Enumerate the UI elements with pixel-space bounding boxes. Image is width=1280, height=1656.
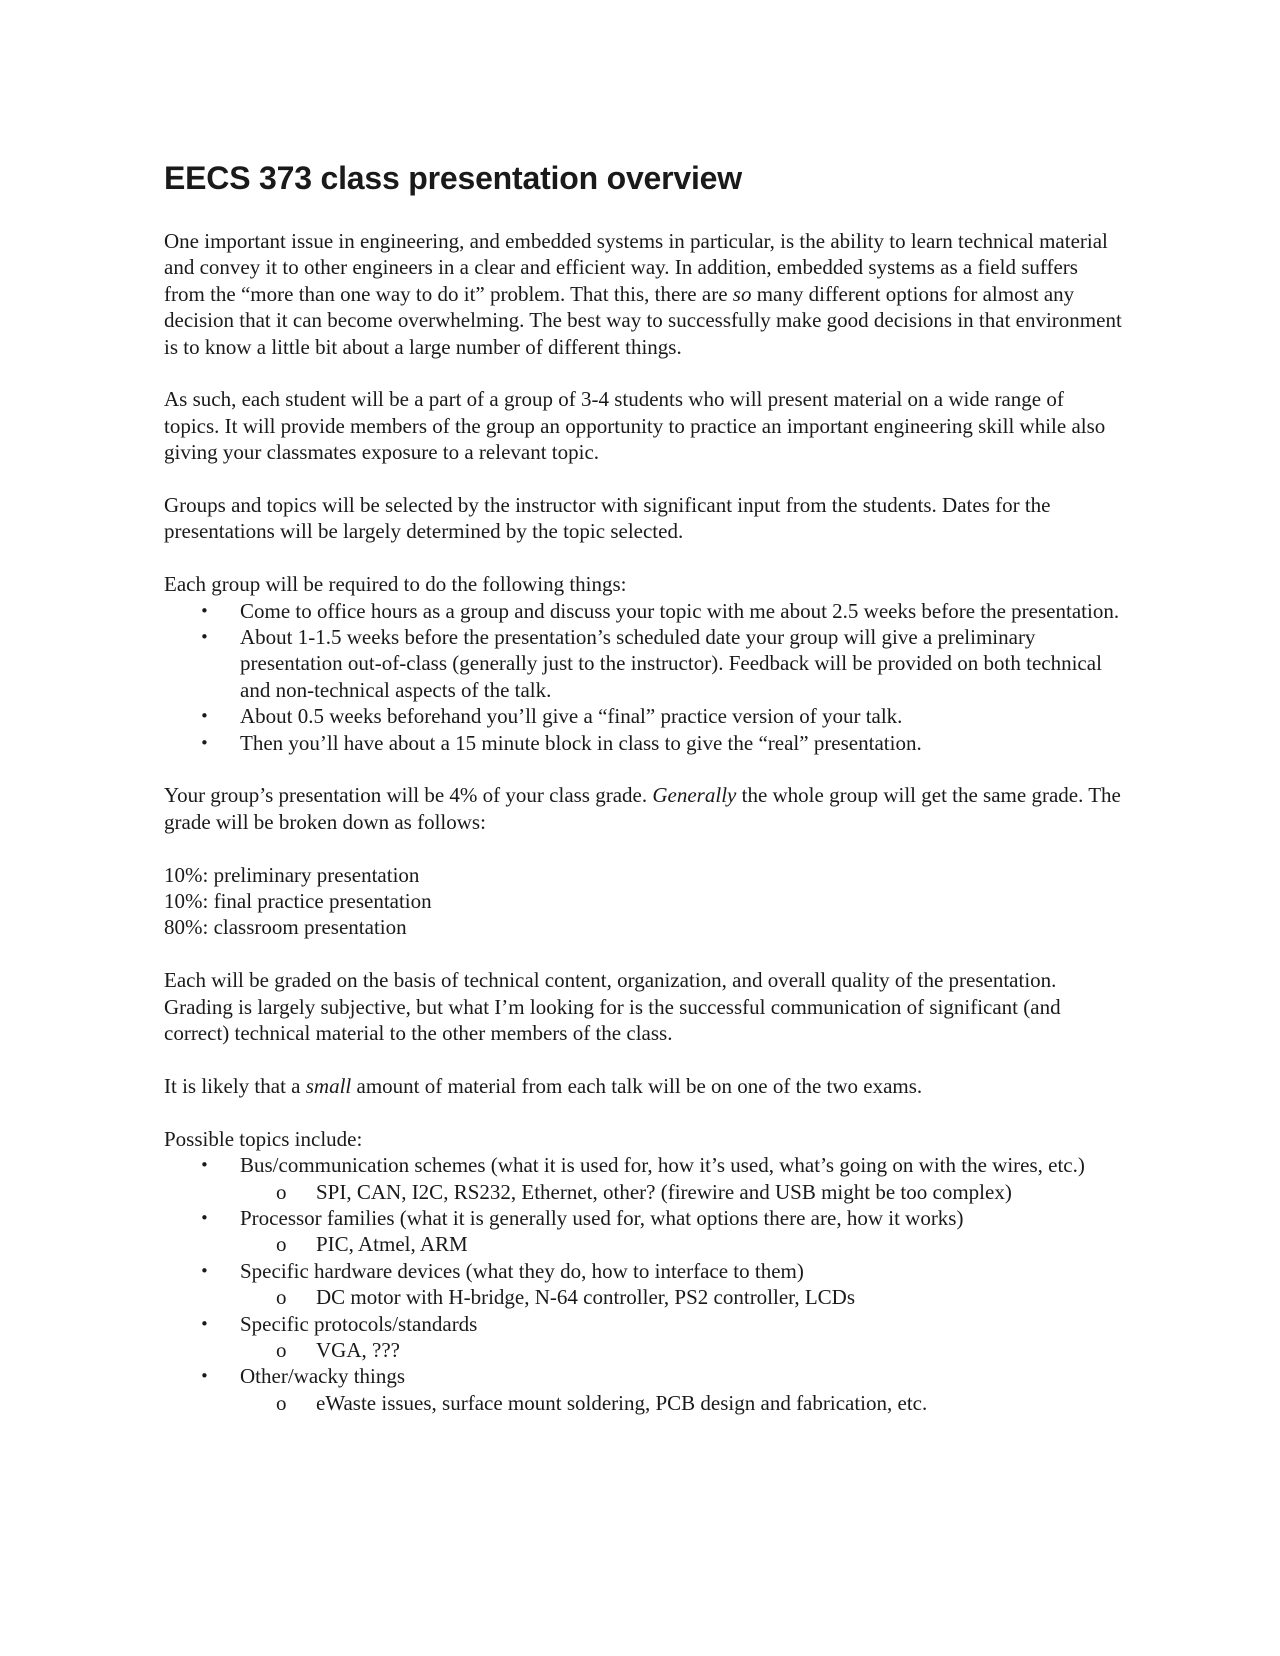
topic-item	[164, 1311, 1124, 1364]
document-page	[164, 158, 1124, 1443]
sub-bullet-icon: o	[276, 1285, 287, 1310]
exam-text-b: amount of material from each talk will be on one of the two exams.	[351, 1073, 923, 1098]
sub-bullet-icon: o	[276, 1337, 287, 1362]
requirements-list	[164, 598, 1124, 756]
exam-emphasis: small	[305, 1073, 352, 1098]
topic-sublist	[240, 1390, 1124, 1416]
topic-subitem-text: PIC, Atmel, ARM	[316, 1232, 468, 1257]
grade-line-classroom: 80%: classroom presentation	[164, 915, 407, 940]
bullet-icon: •	[200, 1156, 209, 1175]
topic-subitem	[240, 1179, 1124, 1205]
intro-paragraph-1	[164, 228, 1124, 360]
topic-subitem-text: DC motor with H-bridge, N-64 controller, PS2 controller, LCDs	[316, 1285, 855, 1310]
topic-item	[164, 1152, 1124, 1205]
bullet-icon: •	[200, 1314, 209, 1333]
intro-paragraph-2: As such, each student will be a part of a group of 3-4 students who will present material on a wide range of topics. It will provide members of the group an opportunity to practice an important engineering skill while also giving your classmates exposure to a relevant topic.	[164, 387, 1106, 465]
topic-label: Specific hardware devices (what they do, how to interface to them)	[240, 1258, 804, 1283]
exam-paragraph	[164, 1073, 1124, 1099]
list-item	[164, 624, 1124, 703]
topic-item	[164, 1258, 1124, 1311]
bullet-icon: •	[200, 707, 209, 726]
grading-basis-paragraph: Each will be graded on the basis of technical content, organization, and overall quality of the presentation. Grading is largely subjective, but what I’m looking for is the successful communication of significant (and correct) technical material to the other members of the class.	[164, 968, 1061, 1046]
grading-text-b: the whole group will get the same grade. The grade will be broken down as follows:	[164, 783, 1121, 834]
grading-text-a: Your group’s presentation will be 4% of your class grade.	[164, 783, 653, 808]
topic-item	[164, 1205, 1124, 1258]
page-title: EECS 373 class presentation overview	[164, 160, 742, 196]
list-item	[164, 703, 1124, 729]
list-item	[164, 730, 1124, 756]
topic-subitem	[240, 1390, 1124, 1416]
topic-label: Specific protocols/standards	[240, 1311, 478, 1336]
grade-line-preliminary: 10%: preliminary presentation	[164, 862, 420, 887]
sub-bullet-icon: o	[276, 1232, 287, 1257]
bullet-icon: •	[200, 601, 209, 620]
bullet-icon: •	[200, 1208, 209, 1227]
topics-list	[164, 1152, 1124, 1416]
topic-label: Processor families (what it is generally used for, what options there are, how it works)	[240, 1205, 964, 1230]
intro-text-a: One important issue in engineering, and embedded systems in particular, is the ability to learn technical material and convey it to other engineers in a clear and efficient way. In addition, embedded systems as a field suffers from the “more than one way to do it” problem. That this, there are	[164, 229, 1108, 306]
topic-subitem-text: eWaste issues, surface mount soldering, PCB design and fabrication, etc.	[316, 1390, 928, 1415]
grading-emphasis: Generally	[652, 783, 737, 808]
bullet-icon: •	[200, 1261, 209, 1280]
intro-text-b: many different options for almost any decision that it can become overwhelming. The best way to successfully make good decisions in that environment is to know a little bit about a large number of different things.	[164, 281, 1122, 359]
bullet-icon: •	[200, 628, 209, 647]
topic-subitem-text: SPI, CAN, I2C, RS232, Ethernet, other? (firewire and USB might be too complex)	[316, 1179, 1012, 1204]
exam-text-a: It is likely that a	[164, 1073, 306, 1098]
intro-emphasis: so	[732, 281, 752, 306]
requirements-heading: Each group will be required to do the following things:	[164, 572, 627, 597]
topic-sublist	[240, 1284, 1124, 1310]
intro-paragraph-3: Groups and topics will be selected by the instructor with significant input from the students. Dates for the presentations will be largely determined by the topic selected.	[164, 493, 1051, 544]
grade-breakdown	[164, 862, 1124, 941]
topic-label: Other/wacky things	[240, 1364, 406, 1389]
grading-paragraph	[164, 782, 1124, 835]
sub-bullet-icon: o	[276, 1179, 287, 1204]
grade-line-final-practice: 10%: final practice presentation	[164, 889, 432, 914]
topic-item	[164, 1363, 1124, 1416]
list-item	[164, 598, 1124, 624]
topics-heading: Possible topics include:	[164, 1126, 363, 1151]
topic-sublist	[240, 1231, 1124, 1257]
bullet-icon: •	[200, 1367, 209, 1386]
bullet-icon: •	[200, 733, 209, 752]
list-item-text: About 0.5 weeks beforehand you’ll give a “final” practice version of your talk.	[240, 704, 903, 729]
topic-label: Bus/communication schemes (what it is used for, how it’s used, what’s going on with the wires, etc.)	[240, 1153, 1085, 1178]
list-item-text: Come to office hours as a group and discuss your topic with me about 2.5 weeks before the presentation.	[240, 598, 1120, 623]
topic-subitem	[240, 1231, 1124, 1257]
topic-sublist	[240, 1179, 1124, 1205]
topic-sublist	[240, 1337, 1124, 1363]
topic-subitem	[240, 1284, 1124, 1310]
list-item-text: Then you’ll have about a 15 minute block in class to give the “real” presentation.	[240, 730, 922, 755]
topic-subitem-text: VGA, ???	[316, 1337, 400, 1362]
sub-bullet-icon: o	[276, 1390, 287, 1415]
topic-subitem	[240, 1337, 1124, 1363]
list-item-text: About 1-1.5 weeks before the presentation’s scheduled date your group will give a preliminary presentation out-of-class (generally just to the instructor). Feedback will be provided on both technical and non-technical aspects of the talk.	[240, 625, 1102, 702]
